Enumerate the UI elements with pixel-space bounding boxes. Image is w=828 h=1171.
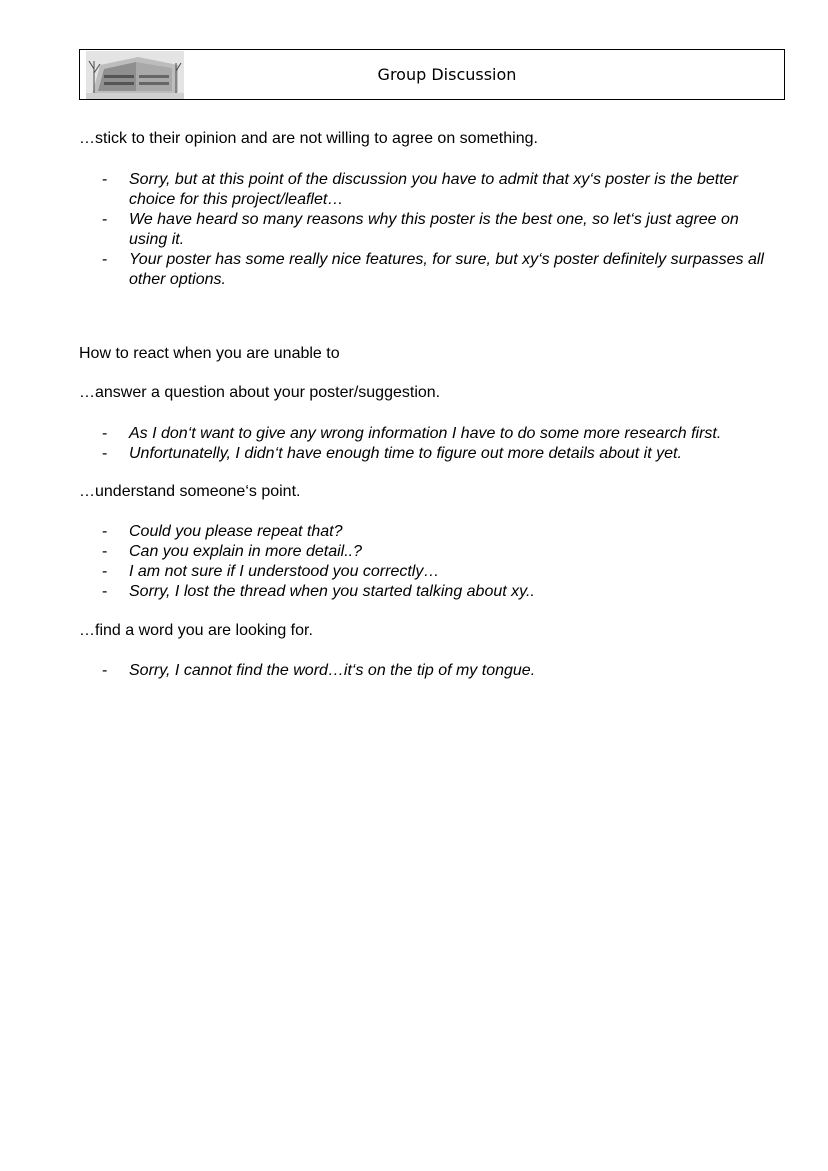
list-item xyxy=(79,562,779,582)
phrase-text: I am not sure if I understood you correctly… xyxy=(129,563,440,580)
bullet-dash: - xyxy=(102,251,108,268)
phrase-list xyxy=(79,661,779,681)
bullet-dash: - xyxy=(102,583,108,600)
phrase-text: Sorry, I cannot find the word…it‘s on the tip of my tongue. xyxy=(129,662,536,679)
page-header xyxy=(79,49,785,100)
bullet-dash: - xyxy=(102,425,108,442)
bullet-dash: - xyxy=(102,211,108,228)
bullet-dash: - xyxy=(102,445,108,462)
list-item xyxy=(79,444,779,464)
section-intro: …stick to their opinion and are not willing to agree on something. xyxy=(79,130,538,147)
phrase-list xyxy=(79,522,779,602)
phrase-text: Your poster has some really nice features, for sure, but xy‘s poster definitely surpasses all other options. xyxy=(129,251,764,288)
list-item xyxy=(79,522,779,542)
phrase-text: Sorry, I lost the thread when you started talking about xy.. xyxy=(129,583,535,600)
phrase-text: As I don‘t want to give any wrong information I have to do some more research first. xyxy=(129,425,722,442)
section-intro: …understand someone‘s point. xyxy=(79,483,301,500)
section-intro: …answer a question about your poster/suggestion. xyxy=(79,384,441,401)
list-item xyxy=(79,250,779,290)
section-heading: How to react when you are unable to xyxy=(79,345,340,362)
phrase-list xyxy=(79,424,779,464)
bullet-dash: - xyxy=(102,171,108,188)
phrase-text: We have heard so many reasons why this poster is the best one, so let‘s just agree on using it. xyxy=(129,211,739,248)
phrase-list xyxy=(79,170,779,290)
phrase-text: Can you explain in more detail..? xyxy=(129,543,363,560)
bullet-dash: - xyxy=(102,543,108,560)
page-title: Group Discussion xyxy=(377,65,517,84)
bullet-dash: - xyxy=(102,563,108,580)
phrase-text: Unfortunatelly, I didn‘t have enough time to figure out more details about it yet. xyxy=(129,445,682,462)
section-intro: …find a word you are looking for. xyxy=(79,622,313,639)
list-item xyxy=(79,424,779,444)
list-item xyxy=(79,210,779,250)
phrase-text: Sorry, but at this point of the discussion you have to admit that xy‘s poster is the better choice for this project/leaflet… xyxy=(129,171,738,208)
list-item xyxy=(79,582,779,602)
bullet-dash: - xyxy=(102,662,108,679)
list-item xyxy=(79,170,779,210)
list-item xyxy=(79,661,779,681)
bullet-dash: - xyxy=(102,523,108,540)
list-item xyxy=(79,542,779,562)
phrase-text: Could you please repeat that? xyxy=(129,523,343,540)
